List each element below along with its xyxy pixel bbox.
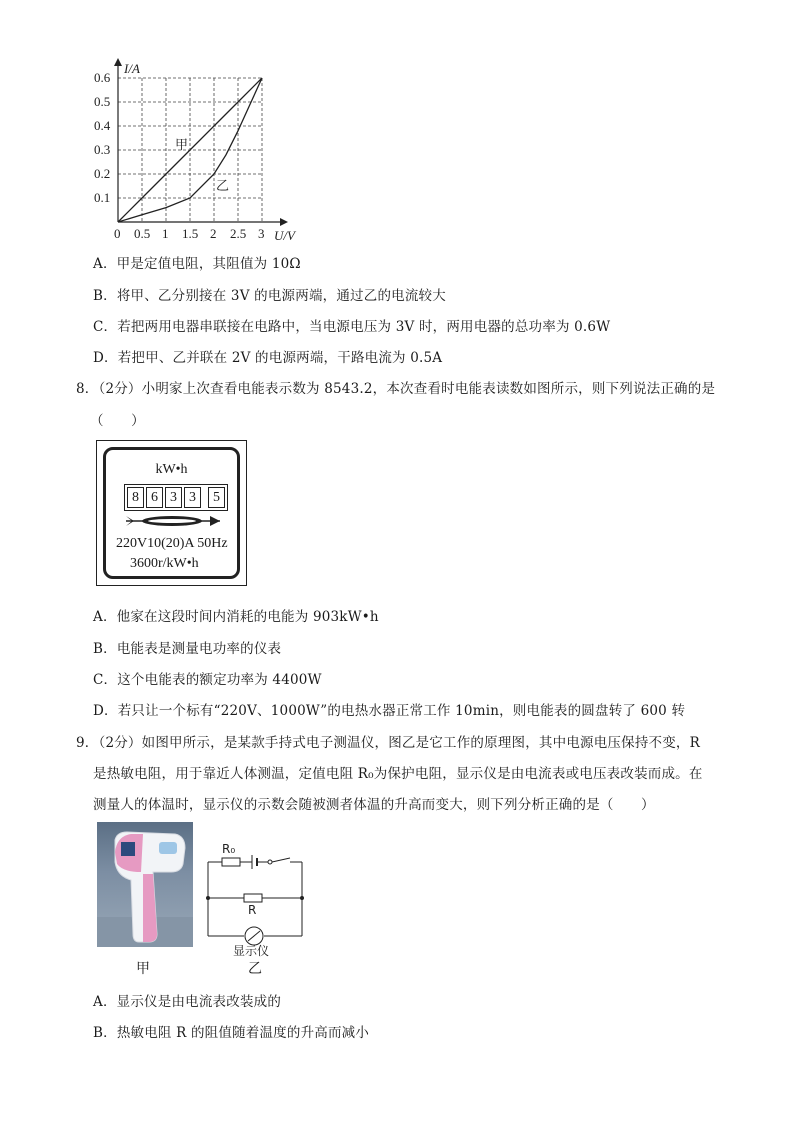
energy-meter-face bbox=[103, 447, 240, 579]
meter-digit: 8 bbox=[127, 487, 144, 508]
y-axis-label: I/A bbox=[124, 61, 140, 76]
x-axis-label: U/V bbox=[274, 228, 295, 243]
thermometer-gun-icon bbox=[97, 822, 193, 947]
meter-digit-decimal: 5 bbox=[208, 487, 225, 508]
series-label-jia: 甲 bbox=[175, 138, 189, 153]
q8-option-a: A．他家在这段时间内消耗的电能为 903kW•h bbox=[93, 609, 379, 625]
q9-option-a: A．显示仪是由电流表改装成的 bbox=[93, 994, 282, 1010]
meter-rating: 220V10(20)A 50Hz bbox=[116, 536, 228, 551]
y-tick-label: 0.1 bbox=[94, 190, 111, 205]
q8-stem: 8．（2分）小明家上次查看电能表示数为 8543.2，本次查看时电能表读数如图所示，则下列说法正确的是 bbox=[76, 381, 716, 397]
q8-option-c: C．这个电能表的额定功率为 4400W bbox=[93, 672, 322, 688]
meter-digit: 3 bbox=[165, 487, 182, 508]
meter-digit: 3 bbox=[184, 487, 201, 508]
x-tick-label: 0.5 bbox=[134, 226, 151, 241]
figure-caption-jia: 甲 bbox=[136, 961, 150, 977]
x-tick-label: 1.5 bbox=[182, 226, 199, 241]
resistor-r0-symbol bbox=[222, 858, 240, 866]
meter-unit: kW•h bbox=[155, 462, 188, 477]
figure-caption-yi: 乙 bbox=[248, 961, 262, 977]
q8-option-b: B．电能表是测量电功率的仪表 bbox=[93, 641, 282, 657]
x-tick-label: 2 bbox=[210, 226, 217, 241]
label-r0: R₀ bbox=[222, 842, 236, 856]
q7-option-c: C．若把两用电器串联接在电路中，当电源电压为 3V 时，两用电器的总功率为 0.6W bbox=[93, 319, 611, 335]
q7-option-d: D．若把甲、乙并联在 2V 的电源两端，干路电流为 0.5A bbox=[93, 350, 443, 366]
q8-stem-paren: （ ） bbox=[90, 413, 145, 429]
y-tick-label: 0.6 bbox=[94, 70, 111, 85]
resistor-r-symbol bbox=[244, 894, 262, 902]
meter-revolutions: 3600r/kW•h bbox=[130, 556, 199, 571]
energy-meter-figure bbox=[96, 440, 247, 586]
x-tick-label: 2.5 bbox=[230, 226, 247, 241]
y-tick-label: 0.5 bbox=[94, 94, 111, 109]
y-axis-arrow bbox=[114, 58, 122, 66]
x-tick-label: 1 bbox=[162, 226, 169, 241]
label-r: R bbox=[248, 903, 257, 917]
y-tick-label: 0.4 bbox=[94, 118, 111, 133]
q7-option-a: A．甲是定值电阻，其阻值为 10Ω bbox=[93, 256, 301, 272]
meter-digit: 6 bbox=[146, 487, 163, 508]
circuit-diagram bbox=[200, 838, 310, 948]
series-label-yi: 乙 bbox=[216, 179, 230, 194]
y-tick-label: 0.3 bbox=[94, 142, 111, 157]
q9-stem-line2: 是热敏电阻，用于靠近人体测温，定值电阻 R₀为保护电阻，显示仪是由电流表或电压表改装而成。在 bbox=[93, 766, 703, 782]
thermometer-photo bbox=[97, 822, 193, 947]
q7-option-b: B．将甲、乙分别接在 3V 的电源两端，通过乙的电流较大 bbox=[93, 288, 446, 304]
q9-option-b: B．热敏电阻 R 的阻值随着温度的升高而减小 bbox=[93, 1025, 370, 1041]
display-meter-label: 显示仪 bbox=[233, 944, 270, 958]
chart-ticks bbox=[94, 70, 265, 241]
q9-stem-line3: 测量人的体温时，显示仪的示数会随被测者体温的升高而变大，则下列分析正确的是（ ） bbox=[93, 797, 655, 813]
x-axis-arrow bbox=[280, 218, 288, 226]
switch-symbol bbox=[272, 858, 290, 862]
q9-stem-line1: 9．（2分）如图甲所示，是某款手持式电子测温仪，图乙是它工作的原理图，其中电源电压保持不变，R bbox=[76, 735, 700, 751]
x-tick-label: 3 bbox=[258, 226, 265, 241]
meter-disc-icon bbox=[124, 512, 224, 530]
meter-digits bbox=[124, 484, 228, 511]
iv-chart bbox=[88, 56, 298, 246]
q8-option-d: D．若只让一个标有“220V、1000W”的电热水器正常工作 10min，则电能表的圆盘转了 600 转 bbox=[93, 703, 686, 719]
x-tick-label: 0 bbox=[114, 226, 121, 241]
y-tick-label: 0.2 bbox=[94, 166, 111, 181]
